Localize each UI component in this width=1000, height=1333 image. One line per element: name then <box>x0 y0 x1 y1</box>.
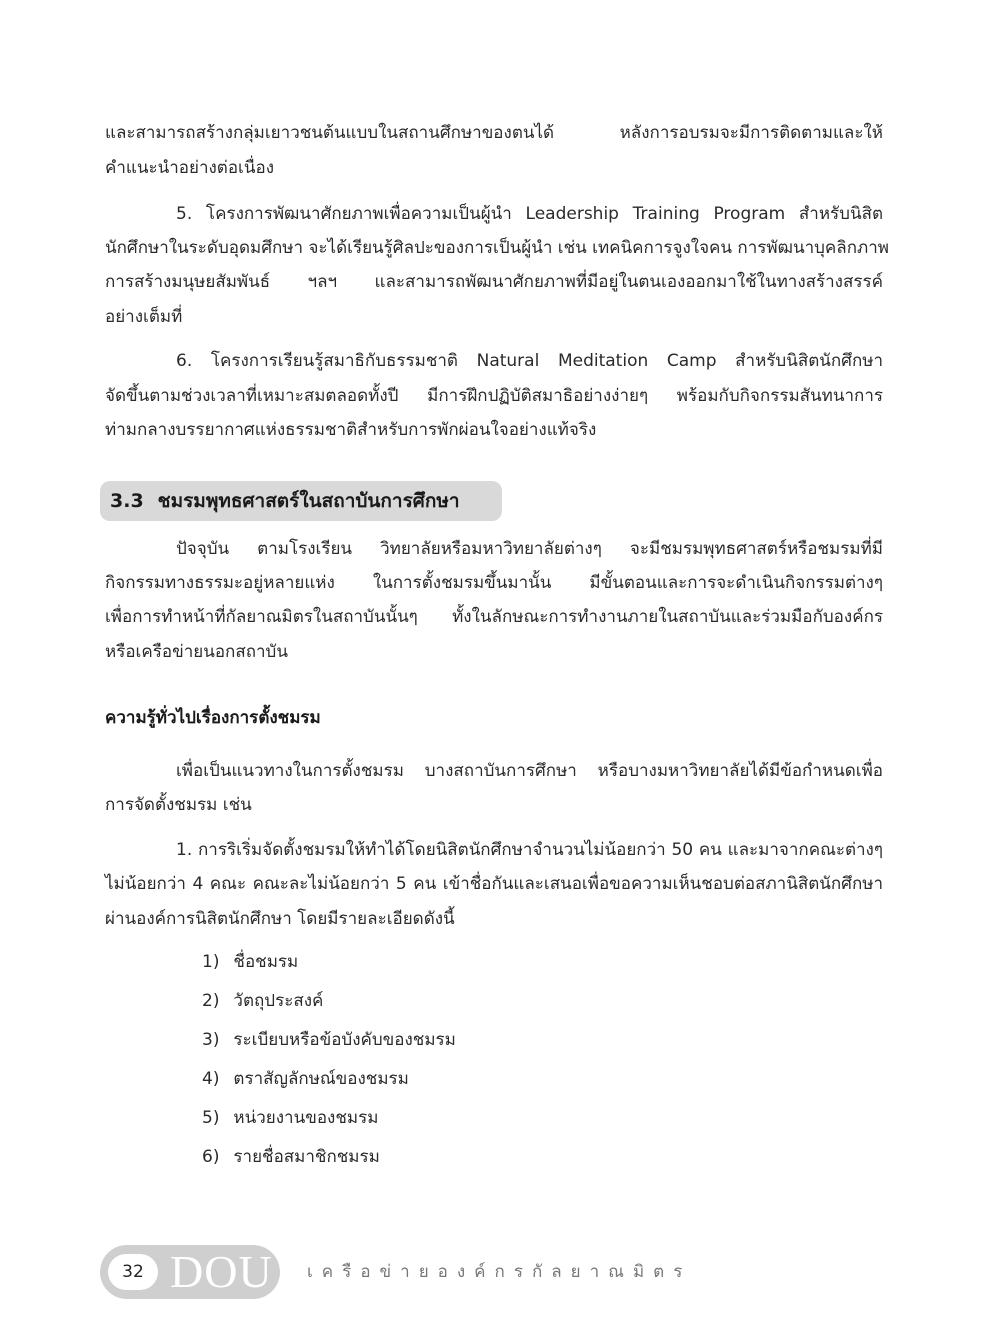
footer-book-title: เครือข่ายองค์กรกัลยาณมิตร <box>307 1262 692 1282</box>
list-item-text: รายชื่อสมาชิกชมรม <box>233 1147 380 1167</box>
list-item-number: 5) <box>202 1108 220 1128</box>
section-number: 3.3 <box>110 490 144 512</box>
paragraph-line: ไม่น้อยกว่า 4 คณะ คณะละไม่น้อยกว่า 5 คน เข้าชื่อกันและเสนอเพื่อขอความเห็นชอบต่อสภานิสิตนักศึกษา <box>105 874 883 894</box>
paragraph-line: คำแนะนำอย่างต่อเนื่อง <box>105 158 275 178</box>
list-item <box>202 1028 456 1052</box>
list-item <box>202 1145 380 1169</box>
page-number: 32 <box>108 1254 158 1290</box>
paragraph-line: เพื่อการทำหน้าที่กัลยาณมิตรในสถาบันนั้นๆ ทั้งในลักษณะการทำงานภายในสถาบันและร่วมมือกับองค์กร <box>105 607 883 627</box>
paragraph-line: อย่างเต็มที่ <box>105 307 183 327</box>
paragraph-line: การจัดตั้งชมรม เช่น <box>105 795 252 815</box>
list-item-text: ระเบียบหรือข้อบังคับของชมรม <box>233 1030 456 1050</box>
list-item-number: 4) <box>202 1069 220 1089</box>
paragraph-line: 1. การริเริ่มจัดตั้งชมรมให้ทำได้โดยนิสิตนักศึกษาจำนวนไม่น้อยกว่า 50 คน และมาจากคณะต่างๆ <box>176 840 883 860</box>
paragraph-line: 6. โครงการเรียนรู้สมาธิกับธรรมชาติ Natural Meditation Camp สำหรับนิสิตนักศึกษา <box>176 351 883 371</box>
footer-badge <box>100 1245 280 1299</box>
paragraph-line: นักศึกษาในระดับอุดมศึกษา จะได้เรียนรู้ศิลปะของการเป็นผู้นำ เช่น เทคนิคการจูงใจคน การพัฒนาบุคลิกภาพ <box>105 238 889 258</box>
paragraph-line: หรือเครือข่ายนอกสถาบัน <box>105 642 288 662</box>
list-item <box>202 1106 378 1130</box>
list-item <box>202 950 298 974</box>
paragraph-line: ปัจจุบัน ตามโรงเรียน วิทยาลัยหรือมหาวิทยาลัยต่างๆ จะมีชมรมพุทธศาสตร์หรือชมรมที่มี <box>176 539 883 559</box>
paragraph-line: กิจกรรมทางธรรมะอยู่หลายแห่ง ในการตั้งชมรมขึ้นมานั้น มีขั้นตอนและการจะดำเนินกิจกรรมต่างๆ <box>105 573 883 593</box>
paragraph-line: ท่ามกลางบรรยากาศแห่งธรรมชาติสำหรับการพักผ่อนใจอย่างแท้จริง <box>105 420 597 440</box>
list-item-text: วัตถุประสงค์ <box>233 991 324 1011</box>
list-item <box>202 1067 409 1091</box>
list-item-number: 2) <box>202 991 220 1011</box>
paragraph-line: การสร้างมนุษยสัมพันธ์ ฯลฯ และสามารถพัฒนาศักยภาพที่มีอยู่ในตนเองออกมาใช้ในทางสร้างสรรค์ <box>105 272 883 292</box>
list-item <box>202 989 323 1013</box>
list-item-number: 3) <box>202 1030 220 1050</box>
list-item-text: ตราสัญลักษณ์ของชมรม <box>233 1069 409 1089</box>
paragraph-line: ผ่านองค์การนิสิตนักศึกษา โดยมีรายละเอียดดังนี้ <box>105 909 455 929</box>
section-title: ชมรมพุทธศาสตร์ในสถาบันการศึกษา <box>157 490 460 512</box>
paragraph-line: 5. โครงการพัฒนาศักยภาพเพื่อความเป็นผู้นำ Leadership Training Program สำหรับนิสิต <box>176 204 883 224</box>
list-item-number: 1) <box>202 952 220 972</box>
list-item-text: ชื่อชมรม <box>233 952 299 972</box>
paragraph-line: เพื่อเป็นแนวทางในการตั้งชมรม บางสถาบันการศึกษา หรือบางมหาวิทยาลัยได้มีข้อกำหนดเพื่อ <box>176 761 883 781</box>
section-heading <box>100 481 502 521</box>
subsection-title: ความรู้ทั่วไปเรื่องการตั้งชมรม <box>105 708 321 728</box>
list-item-text: หน่วยงานของชมรม <box>233 1108 379 1128</box>
paragraph-line: และสามารถสร้างกลุ่มเยาวชนต้นแบบในสถานศึกษาของตนได้ หลังการอบรมจะมีการติดตามและให้ <box>105 123 883 143</box>
brand-logo: DOU <box>170 1246 273 1297</box>
list-item-number: 6) <box>202 1147 220 1167</box>
paragraph-line: จัดขึ้นตามช่วงเวลาที่เหมาะสมตลอดทั้งปี มีการฝึกปฏิบัติสมาธิอย่างง่ายๆ พร้อมกับกิจกรรมสันทนาการ <box>105 386 883 406</box>
